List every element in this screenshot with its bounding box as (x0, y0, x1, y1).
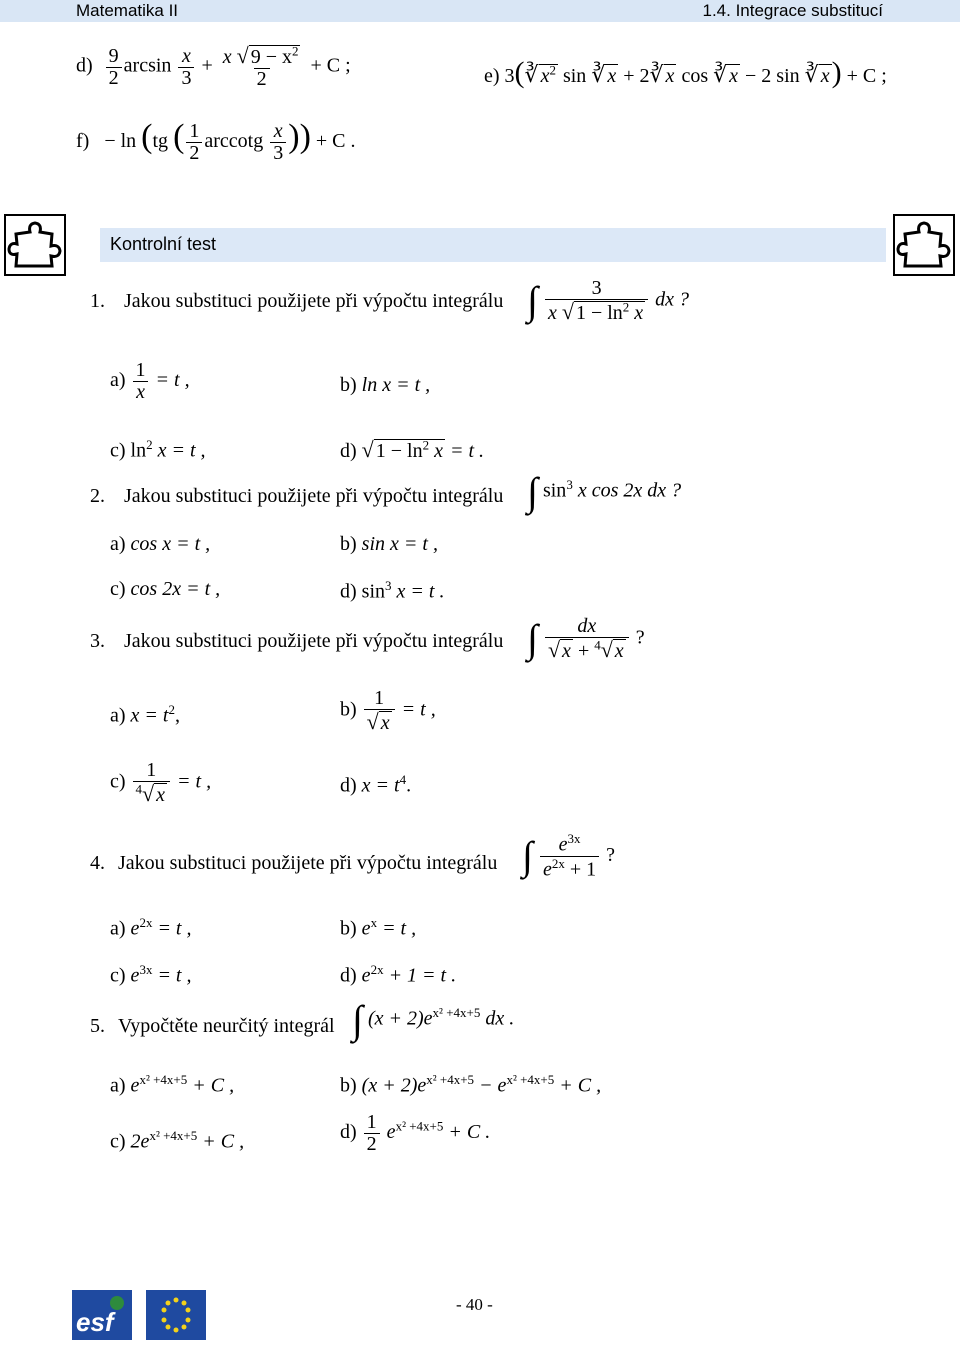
q2-option-a[interactable]: a) cos x = t , (110, 533, 211, 555)
question-1-integral: ∫ $\frac{3}{x √ 1 - \ln^2 x}$ dx ? (527, 277, 690, 324)
q2-option-c[interactable]: c) cos 2x = t , (110, 578, 221, 600)
result-e: e) 3(∛ $x^2$ sin ∛ x + 2∛ x cos ∛ x − 2 sin ∛ x) + C ; (484, 56, 887, 89)
q5-option-a[interactable]: a) $e^{x^2 +4x+5} + C$ , (110, 1072, 235, 1097)
esf-logo: esf (72, 1290, 132, 1340)
question-3: 3. Jakou substituci použijete při výpočtu integrálu (90, 630, 504, 652)
q3-option-a[interactable]: a) $x = t^2$, (110, 702, 180, 727)
question-4-integral: ∫ $\frac{e^{3x}}{e^{2x} + 1}$ ? (522, 831, 616, 881)
puzzle-icon (893, 214, 955, 276)
question-4: 4. Jakou substituci použijete při výpočtu integrálu (90, 852, 498, 874)
q4-option-b[interactable]: b) $e^x = t$ , (340, 915, 417, 940)
question-3-integral: ∫ $\frac{dx}{√ x + ^4√ x}$ ? (527, 615, 645, 662)
page-header (0, 0, 960, 22)
q5-option-b[interactable]: b) $(x + 2)e^{x^2 +4x+5} - e^{x^2 +4x+5} + C$ , (340, 1072, 602, 1097)
q4-option-c[interactable]: c) $e^{3x} = t$ , (110, 962, 192, 987)
question-5-integral: ∫ $(x + 2)e^{x^2 +4x+5}$ dx . (352, 997, 515, 1042)
q3-option-c[interactable]: c) $\frac{1}{^4√ x}$ = t , (110, 759, 212, 806)
q1-option-b[interactable]: b) ln x = t , (340, 374, 431, 396)
q3-option-b[interactable]: b) $\frac{1}{√ x}$ = t , (340, 687, 436, 734)
q4-option-d[interactable]: d) $e^{2x} + 1 = t$ . (340, 962, 457, 987)
question-1: 1. Jakou substituci použijete při výpočtu integrálu (90, 290, 504, 312)
question-2: 2. Jakou substituci použijete při výpočtu integrálu (90, 485, 504, 507)
q1-option-d[interactable]: d) √ $1 - \ln^2 x = t$ . (340, 437, 485, 462)
esf-star-icon (106, 1294, 128, 1312)
eu-stars-icon (146, 1290, 206, 1340)
q1-option-c[interactable]: c) $\ln^2 x = t$ , (110, 437, 206, 462)
question-5: 5. Vypočtěte neurčitý integrál (90, 1015, 335, 1037)
q3-option-d[interactable]: d) $x = t^4$. (340, 772, 412, 797)
test-title: Kontrolní test (110, 234, 217, 254)
q4-option-a[interactable]: a) $e^{2x} = t$ , (110, 915, 192, 940)
question-2-integral: ∫ $\sin^3 x$ cos 2x dx ? (527, 469, 682, 514)
puzzle-icon (4, 214, 66, 276)
q5-option-c[interactable]: c) $2e^{x^2 +4x+5} + C$ , (110, 1128, 245, 1153)
q2-option-d[interactable]: d) $\sin^3 x = t$ . (340, 578, 445, 603)
result-d: d) $\frac{9}{2}$ arcsin $\frac{x}{3}$ + $\frac{x √ 9 - x^2}{2}$ + C ; (76, 43, 351, 90)
test-title-bar (100, 228, 886, 262)
eu-flag-logo (146, 1290, 206, 1340)
q2-option-b[interactable]: b) sin x = t , (340, 533, 438, 555)
result-f: f) − ln (tg ( $\frac{1}{2}$ arccotg $\frac{x}{3}$ )) + C . (76, 118, 356, 164)
q1-option-a[interactable]: a) $\frac{1}{x}$ = t , (110, 359, 190, 403)
header-course: Matematika II (76, 1, 179, 20)
page-number: - 40 - (456, 1295, 493, 1314)
q5-option-d[interactable]: d) $\frac{1}{2}$ $e^{x^2 +4x+5} + C$ . (340, 1111, 491, 1155)
header-section: 1.4. Integrace substitucí (702, 1, 883, 20)
